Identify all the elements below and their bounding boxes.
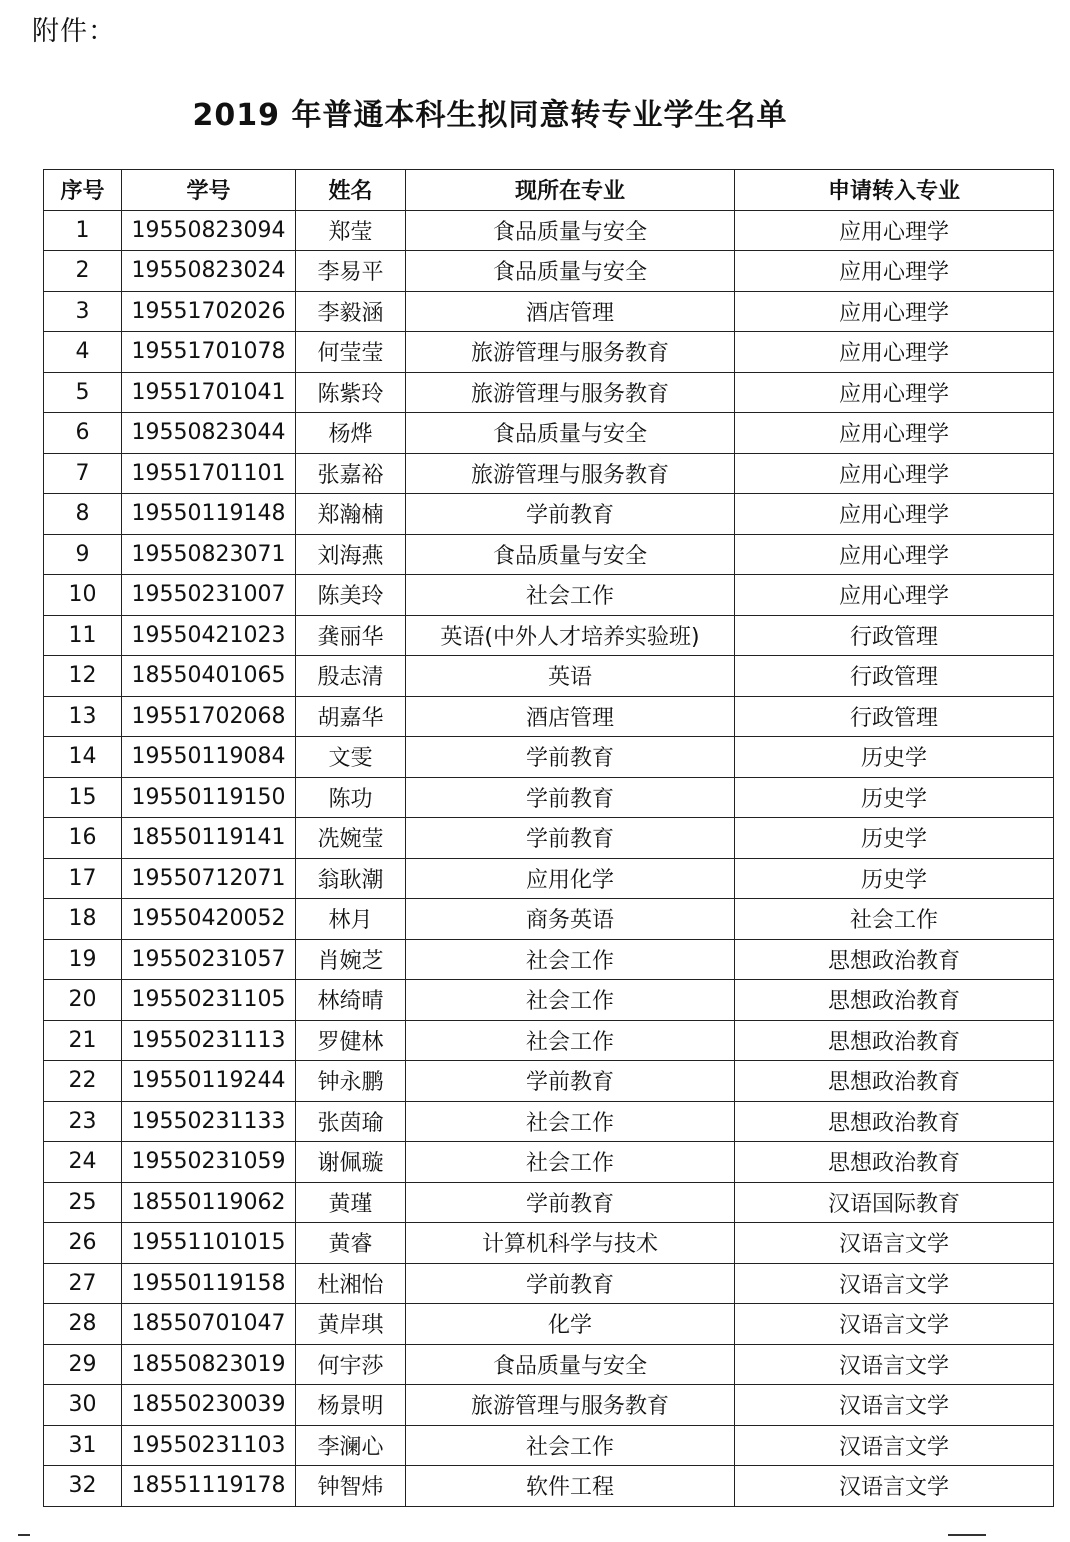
cell-name: 翁耿潮 xyxy=(296,858,406,899)
cell-target-major: 汉语言文学 xyxy=(735,1304,1054,1345)
cell-index: 19 xyxy=(44,939,122,980)
cell-target-major: 应用心理学 xyxy=(735,534,1054,575)
cell-student-id: 19550231113 xyxy=(122,1020,296,1061)
cell-index: 5 xyxy=(44,372,122,413)
cell-name: 林绮晴 xyxy=(296,980,406,1021)
cell-name: 杜湘怡 xyxy=(296,1263,406,1304)
cell-student-id: 19550231103 xyxy=(122,1425,296,1466)
cell-student-id: 19550823071 xyxy=(122,534,296,575)
cell-index: 3 xyxy=(44,291,122,332)
cell-target-major: 汉语言文学 xyxy=(735,1385,1054,1426)
cell-current-major: 计算机科学与技术 xyxy=(406,1223,735,1264)
cell-name: 杨景明 xyxy=(296,1385,406,1426)
cell-student-id: 19551701041 xyxy=(122,372,296,413)
cell-current-major: 英语(中外人才培养实验班) xyxy=(406,615,735,656)
header-target-major: 申请转入专业 xyxy=(735,170,1054,211)
cell-name: 谢佩璇 xyxy=(296,1142,406,1183)
cell-student-id: 19550231059 xyxy=(122,1142,296,1183)
cell-name: 张茵瑜 xyxy=(296,1101,406,1142)
cell-student-id: 19550119150 xyxy=(122,777,296,818)
cell-student-id: 18550119062 xyxy=(122,1182,296,1223)
cell-current-major: 英语 xyxy=(406,656,735,697)
table-row xyxy=(44,1223,1054,1264)
cell-target-major: 思想政治教育 xyxy=(735,1101,1054,1142)
cell-current-major: 社会工作 xyxy=(406,575,735,616)
cell-name: 陈功 xyxy=(296,777,406,818)
cell-student-id: 19550823094 xyxy=(122,210,296,251)
cell-current-major: 应用化学 xyxy=(406,858,735,899)
cell-student-id: 18550401065 xyxy=(122,656,296,697)
cell-index: 4 xyxy=(44,332,122,373)
page-edge-mark xyxy=(948,1534,986,1536)
cell-index: 26 xyxy=(44,1223,122,1264)
table-row xyxy=(44,453,1054,494)
cell-index: 14 xyxy=(44,737,122,778)
cell-student-id: 18550823019 xyxy=(122,1344,296,1385)
table-row xyxy=(44,1425,1054,1466)
cell-name: 李澜心 xyxy=(296,1425,406,1466)
cell-target-major: 应用心理学 xyxy=(735,332,1054,373)
table-row xyxy=(44,251,1054,292)
cell-current-major: 学前教育 xyxy=(406,494,735,535)
header-current-major: 现所在专业 xyxy=(406,170,735,211)
cell-target-major: 应用心理学 xyxy=(735,575,1054,616)
cell-target-major: 思想政治教育 xyxy=(735,1061,1054,1102)
cell-name: 黄岸琪 xyxy=(296,1304,406,1345)
table-row xyxy=(44,1101,1054,1142)
cell-index: 11 xyxy=(44,615,122,656)
cell-target-major: 历史学 xyxy=(735,818,1054,859)
cell-target-major: 思想政治教育 xyxy=(735,939,1054,980)
cell-student-id: 19550421023 xyxy=(122,615,296,656)
cell-student-id: 19550231105 xyxy=(122,980,296,1021)
cell-student-id: 19550823024 xyxy=(122,251,296,292)
cell-current-major: 学前教育 xyxy=(406,818,735,859)
cell-name: 龚丽华 xyxy=(296,615,406,656)
cell-name: 刘海燕 xyxy=(296,534,406,575)
table-row xyxy=(44,899,1054,940)
cell-index: 6 xyxy=(44,413,122,454)
cell-name: 何莹莹 xyxy=(296,332,406,373)
cell-current-major: 软件工程 xyxy=(406,1466,735,1507)
cell-index: 21 xyxy=(44,1020,122,1061)
cell-target-major: 行政管理 xyxy=(735,615,1054,656)
cell-student-id: 19551702068 xyxy=(122,696,296,737)
cell-name: 肖婉芝 xyxy=(296,939,406,980)
cell-name: 罗健林 xyxy=(296,1020,406,1061)
cell-index: 31 xyxy=(44,1425,122,1466)
transfer-student-table xyxy=(43,169,1054,1507)
header-index: 序号 xyxy=(44,170,122,211)
cell-index: 24 xyxy=(44,1142,122,1183)
cell-index: 7 xyxy=(44,453,122,494)
table-row xyxy=(44,615,1054,656)
table-row xyxy=(44,737,1054,778)
cell-student-id: 19551701078 xyxy=(122,332,296,373)
cell-name: 冼婉莹 xyxy=(296,818,406,859)
cell-index: 23 xyxy=(44,1101,122,1142)
cell-index: 13 xyxy=(44,696,122,737)
cell-target-major: 应用心理学 xyxy=(735,372,1054,413)
cell-target-major: 历史学 xyxy=(735,858,1054,899)
page-edge-mark xyxy=(18,1534,30,1536)
cell-student-id: 19551701101 xyxy=(122,453,296,494)
cell-current-major: 学前教育 xyxy=(406,737,735,778)
cell-student-id: 19550119084 xyxy=(122,737,296,778)
cell-student-id: 19550712071 xyxy=(122,858,296,899)
cell-current-major: 酒店管理 xyxy=(406,291,735,332)
cell-target-major: 思想政治教育 xyxy=(735,980,1054,1021)
cell-target-major: 应用心理学 xyxy=(735,413,1054,454)
cell-name: 林月 xyxy=(296,899,406,940)
cell-index: 28 xyxy=(44,1304,122,1345)
cell-current-major: 化学 xyxy=(406,1304,735,1345)
cell-current-major: 食品质量与安全 xyxy=(406,413,735,454)
cell-current-major: 社会工作 xyxy=(406,1101,735,1142)
table-row xyxy=(44,1142,1054,1183)
cell-student-id: 18550230039 xyxy=(122,1385,296,1426)
cell-index: 15 xyxy=(44,777,122,818)
table-row xyxy=(44,575,1054,616)
cell-current-major: 旅游管理与服务教育 xyxy=(406,453,735,494)
cell-index: 20 xyxy=(44,980,122,1021)
cell-name: 钟智炜 xyxy=(296,1466,406,1507)
cell-student-id: 19551101015 xyxy=(122,1223,296,1264)
cell-index: 12 xyxy=(44,656,122,697)
table-row xyxy=(44,291,1054,332)
table-row xyxy=(44,534,1054,575)
table-row xyxy=(44,939,1054,980)
table-row xyxy=(44,1385,1054,1426)
cell-current-major: 商务英语 xyxy=(406,899,735,940)
cell-index: 2 xyxy=(44,251,122,292)
cell-target-major: 汉语言文学 xyxy=(735,1425,1054,1466)
cell-name: 陈紫玲 xyxy=(296,372,406,413)
table-row xyxy=(44,777,1054,818)
cell-index: 29 xyxy=(44,1344,122,1385)
cell-target-major: 行政管理 xyxy=(735,656,1054,697)
cell-name: 黄瑾 xyxy=(296,1182,406,1223)
cell-index: 9 xyxy=(44,534,122,575)
cell-current-major: 酒店管理 xyxy=(406,696,735,737)
cell-name: 何宇莎 xyxy=(296,1344,406,1385)
cell-name: 李毅涵 xyxy=(296,291,406,332)
cell-name: 李易平 xyxy=(296,251,406,292)
cell-current-major: 学前教育 xyxy=(406,1061,735,1102)
table-row xyxy=(44,494,1054,535)
cell-target-major: 社会工作 xyxy=(735,899,1054,940)
cell-target-major: 思想政治教育 xyxy=(735,1020,1054,1061)
cell-current-major: 社会工作 xyxy=(406,980,735,1021)
table-row xyxy=(44,1061,1054,1102)
cell-target-major: 应用心理学 xyxy=(735,291,1054,332)
table-row xyxy=(44,1263,1054,1304)
cell-target-major: 历史学 xyxy=(735,777,1054,818)
cell-target-major: 应用心理学 xyxy=(735,251,1054,292)
table-row xyxy=(44,656,1054,697)
table-row xyxy=(44,818,1054,859)
cell-index: 25 xyxy=(44,1182,122,1223)
cell-student-id: 18551119178 xyxy=(122,1466,296,1507)
cell-name: 张嘉裕 xyxy=(296,453,406,494)
cell-current-major: 食品质量与安全 xyxy=(406,1344,735,1385)
table-row xyxy=(44,696,1054,737)
cell-name: 杨烨 xyxy=(296,413,406,454)
cell-target-major: 汉语言文学 xyxy=(735,1344,1054,1385)
cell-student-id: 19550231057 xyxy=(122,939,296,980)
cell-current-major: 旅游管理与服务教育 xyxy=(406,372,735,413)
cell-target-major: 应用心理学 xyxy=(735,494,1054,535)
table-header-row xyxy=(44,170,1054,211)
header-name: 姓名 xyxy=(296,170,406,211)
cell-index: 22 xyxy=(44,1061,122,1102)
cell-current-major: 学前教育 xyxy=(406,777,735,818)
cell-student-id: 19551702026 xyxy=(122,291,296,332)
cell-name: 郑瀚楠 xyxy=(296,494,406,535)
cell-current-major: 学前教育 xyxy=(406,1182,735,1223)
cell-index: 1 xyxy=(44,210,122,251)
cell-target-major: 历史学 xyxy=(735,737,1054,778)
table-row xyxy=(44,332,1054,373)
cell-student-id: 19550420052 xyxy=(122,899,296,940)
cell-index: 10 xyxy=(44,575,122,616)
cell-name: 陈美玲 xyxy=(296,575,406,616)
cell-name: 胡嘉华 xyxy=(296,696,406,737)
cell-student-id: 19550119158 xyxy=(122,1263,296,1304)
cell-target-major: 汉语国际教育 xyxy=(735,1182,1054,1223)
table-row xyxy=(44,1466,1054,1507)
cell-index: 32 xyxy=(44,1466,122,1507)
cell-index: 17 xyxy=(44,858,122,899)
header-student-id: 学号 xyxy=(122,170,296,211)
cell-target-major: 汉语言文学 xyxy=(735,1263,1054,1304)
cell-current-major: 旅游管理与服务教育 xyxy=(406,1385,735,1426)
cell-student-id: 18550119141 xyxy=(122,818,296,859)
table-row xyxy=(44,210,1054,251)
cell-current-major: 社会工作 xyxy=(406,939,735,980)
cell-student-id: 19550119148 xyxy=(122,494,296,535)
cell-name: 钟永鹏 xyxy=(296,1061,406,1102)
cell-index: 27 xyxy=(44,1263,122,1304)
cell-name: 文雯 xyxy=(296,737,406,778)
table-row xyxy=(44,1182,1054,1223)
table-row xyxy=(44,1344,1054,1385)
cell-target-major: 思想政治教育 xyxy=(735,1142,1054,1183)
cell-index: 18 xyxy=(44,899,122,940)
cell-target-major: 汉语言文学 xyxy=(735,1466,1054,1507)
cell-index: 8 xyxy=(44,494,122,535)
cell-index: 30 xyxy=(44,1385,122,1426)
cell-student-id: 19550119244 xyxy=(122,1061,296,1102)
cell-student-id: 19550823044 xyxy=(122,413,296,454)
cell-current-major: 旅游管理与服务教育 xyxy=(406,332,735,373)
cell-name: 黄睿 xyxy=(296,1223,406,1264)
table-row xyxy=(44,372,1054,413)
cell-current-major: 社会工作 xyxy=(406,1020,735,1061)
cell-target-major: 汉语言文学 xyxy=(735,1223,1054,1264)
cell-student-id: 19550231133 xyxy=(122,1101,296,1142)
table-row xyxy=(44,1304,1054,1345)
cell-target-major: 应用心理学 xyxy=(735,210,1054,251)
cell-current-major: 食品质量与安全 xyxy=(406,534,735,575)
cell-student-id: 18550701047 xyxy=(122,1304,296,1345)
cell-current-major: 食品质量与安全 xyxy=(406,210,735,251)
table-row xyxy=(44,858,1054,899)
cell-current-major: 社会工作 xyxy=(406,1142,735,1183)
document-title: 2019 年普通本科生拟同意转专业学生名单 xyxy=(192,98,788,133)
attachment-label: 附件： xyxy=(32,16,116,47)
cell-name: 殷志清 xyxy=(296,656,406,697)
table-row xyxy=(44,980,1054,1021)
cell-target-major: 行政管理 xyxy=(735,696,1054,737)
cell-target-major: 应用心理学 xyxy=(735,453,1054,494)
cell-student-id: 19550231007 xyxy=(122,575,296,616)
table-row xyxy=(44,413,1054,454)
cell-current-major: 社会工作 xyxy=(406,1425,735,1466)
cell-name: 郑莹 xyxy=(296,210,406,251)
cell-index: 16 xyxy=(44,818,122,859)
table-row xyxy=(44,1020,1054,1061)
table-body xyxy=(44,210,1054,1506)
cell-current-major: 学前教育 xyxy=(406,1263,735,1304)
cell-current-major: 食品质量与安全 xyxy=(406,251,735,292)
